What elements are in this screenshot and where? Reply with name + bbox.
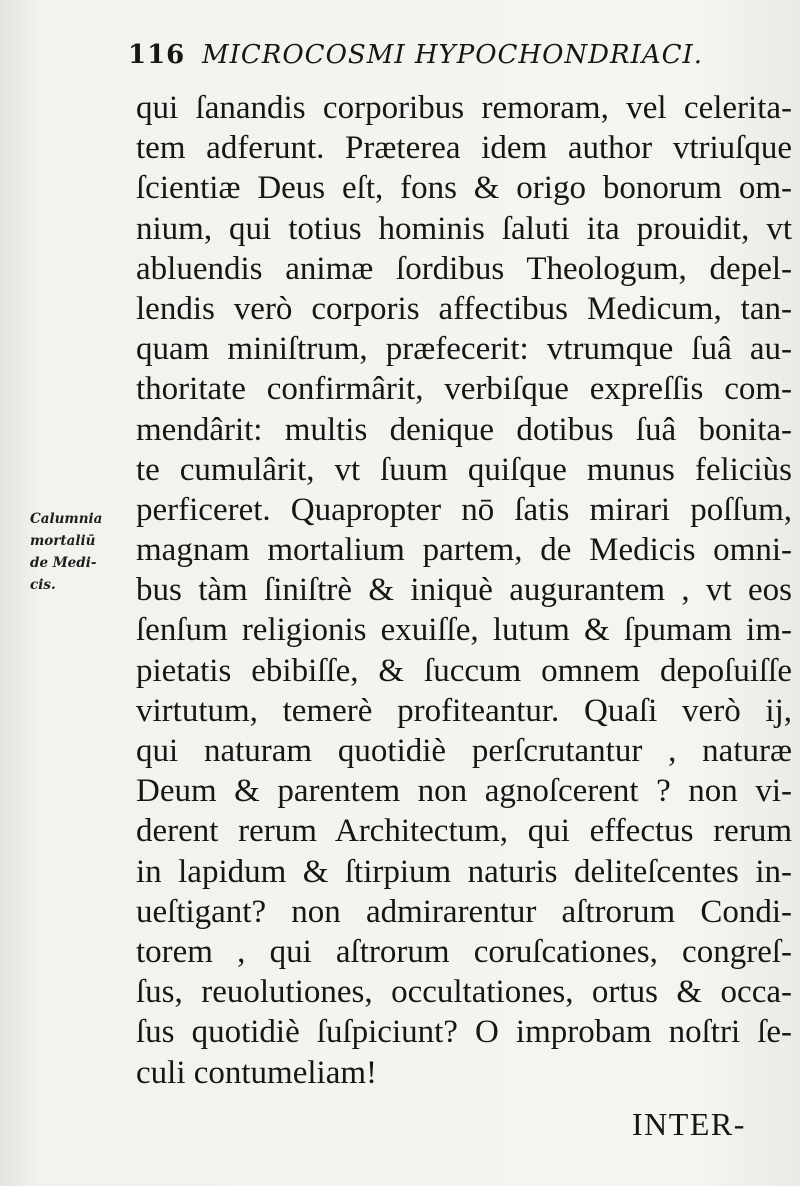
- page-header: [120, 40, 760, 76]
- text-line: quam miniſtrum, præfecerit: vtrumque ſuâ au-: [136, 331, 792, 368]
- running-title: MICROCOSMI HYPOCHONDRIACI.: [202, 40, 704, 70]
- text-line: ſenſum religionis exuiſſe, lutum & ſpumam im-: [136, 612, 792, 649]
- text-line: qui naturam quotidiè perſcrutantur , naturæ: [136, 733, 792, 769]
- text-line: te cumulârit, vt ſuum quiſque munus feliciùs: [136, 451, 792, 488]
- text-line: ſcientiæ Deus eſt, fons & origo bonorum om-: [136, 170, 792, 207]
- page-number: 116: [128, 40, 186, 70]
- marginal-note-line: mortaliū: [30, 533, 96, 549]
- text-line: qui ſanandis corporibus remoram, vel celerita-: [136, 90, 792, 126]
- text-line: ueſtigant? non admirarentur aſtrorum Condi-: [136, 893, 792, 930]
- marginal-note: [30, 508, 130, 596]
- body-text: [136, 88, 792, 1093]
- text-line: bus tàm ſiniſtrè & iniquè augurantem , vt eos: [136, 572, 792, 609]
- text-line: nium, qui totius hominis ſaluti ita prouidit, vt: [136, 210, 792, 247]
- text-line: mendârit: multis denique dotibus ſuâ bonita-: [136, 411, 792, 448]
- text-line: pietatis ebibiſſe, & ſuccum omnem depoſuiſſe: [136, 652, 792, 689]
- text-line: Deum & parentem non agnoſcerent ? non vi-: [136, 773, 792, 810]
- text-line: thoritate confirmârit, verbiſque expreſſis com-: [136, 371, 792, 408]
- text-line: ſus quotidiè ſuſpiciunt? O improbam noſtri ſe-: [136, 1014, 792, 1051]
- text-line: magnam mortalium partem, de Medicis omni-: [136, 532, 792, 569]
- text-line: perficeret. Quapropter nō ſatis mirari poſſum,: [136, 491, 792, 528]
- catchword: INTER-: [632, 1106, 746, 1142]
- text-line: torem , qui aſtrorum coruſcationes, congreſ-: [136, 933, 792, 970]
- text-line: virtutum, temerè profiteantur. Quaſi verò ij,: [136, 692, 792, 729]
- marginal-note-line: Calumnia: [30, 511, 103, 527]
- marginal-note-line: de Medi-: [30, 555, 97, 571]
- text-line: abluendis animæ ſordibus Theologum, depel-: [136, 250, 792, 287]
- text-line: tem adferunt. Præterea idem author vtriuſque: [136, 130, 792, 167]
- marginal-note-line: cis.: [30, 577, 56, 593]
- text-line: derent rerum Architectum, qui effectus rerum: [136, 813, 792, 850]
- text-line: ſus, reuolutiones, occultationes, ortus & occa-: [136, 974, 792, 1011]
- text-line: culi contumeliam!: [136, 1054, 378, 1091]
- text-line: lendis verò corporis affectibus Medicum, tan-: [136, 290, 792, 327]
- text-line: in lapidum & ſtirpium naturis deliteſcentes in-: [136, 853, 792, 890]
